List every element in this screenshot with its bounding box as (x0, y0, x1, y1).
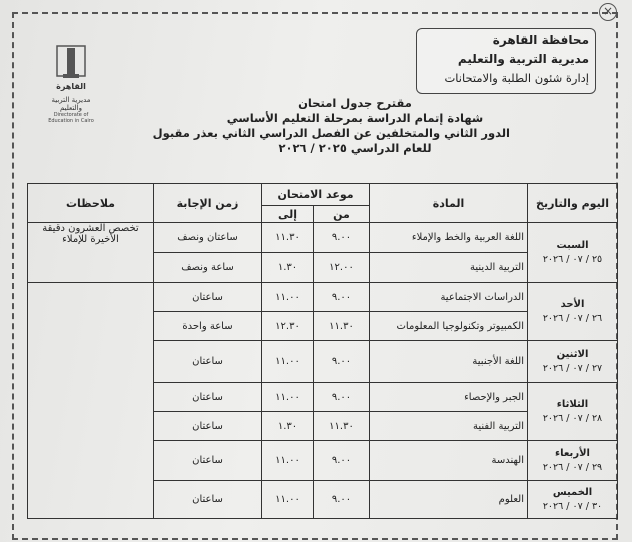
header-department: إدارة شئون الطلبة والامتحانات (444, 71, 589, 85)
logo-caption-ar: مديرية التربية والتعليم (51, 96, 91, 112)
from-cell: ٩.٠٠ (314, 383, 370, 412)
header-to: إلى (262, 206, 314, 223)
day-cell (528, 341, 618, 383)
header-day-date: اليوم والتاريخ (528, 184, 618, 223)
title-line-1: مقترح جدول امتحان (298, 96, 412, 110)
day-cell (528, 283, 618, 341)
day-name: الاثنين (556, 348, 589, 360)
day-date: ٢٨ / ٠٧ / ٢٠٢٦ (542, 412, 603, 424)
day-name: السبت (556, 239, 589, 251)
from-cell: ١١.٣٠ (314, 412, 370, 441)
subject-cell: اللغة الأجنبية (370, 341, 528, 383)
header-exam-time: موعد الامتحان (262, 184, 370, 206)
day-cell (528, 441, 618, 481)
document-titles (152, 96, 510, 156)
day-cell (528, 481, 618, 519)
to-cell: ١١.٠٠ (262, 341, 314, 383)
from-cell: ٩.٠٠ (314, 481, 370, 519)
logo-emblem-icon (51, 44, 91, 92)
duration-cell: ساعتان (154, 341, 262, 383)
duration-cell: ساعتان (154, 412, 262, 441)
subject-cell: الهندسة (370, 441, 528, 481)
day-date: ٢٩ / ٠٧ / ٢٠٢٦ (542, 461, 603, 473)
subject-cell: الكمبيوتر وتكنولوجيا المعلومات (370, 312, 528, 341)
title-line-4: للعام الدراسي ٢٠٢٥ / ٢٠٢٦ (278, 141, 432, 155)
to-cell: ١١.٠٠ (262, 441, 314, 481)
header-subject: المادة (370, 184, 528, 223)
notes-cell-empty (28, 283, 154, 519)
table-row (28, 223, 618, 253)
day-date: ٢٧ / ٠٧ / ٢٠٢٦ (542, 362, 603, 374)
header-directorate: مديرية التربية والتعليم (457, 52, 589, 66)
subject-cell: العلوم (370, 481, 528, 519)
duration-cell: ساعتان (154, 383, 262, 412)
from-cell: ٩.٠٠ (314, 223, 370, 253)
header-box (416, 28, 596, 94)
duration-cell: ساعتان (154, 481, 262, 519)
duration-cell: ساعة ونصف (154, 253, 262, 283)
from-cell: ١١.٣٠ (314, 312, 370, 341)
to-cell: ١٢.٣٠ (262, 312, 314, 341)
directorate-logo (46, 44, 96, 124)
header-notes: ملاحظات (28, 184, 154, 223)
table-row (28, 283, 618, 312)
subject-cell: الجبر والإحصاء (370, 383, 528, 412)
day-name: الخميس (552, 486, 593, 498)
title-line-2: شهادة إتمام الدراسة بمرحلة التعليم الأساسي (226, 111, 484, 125)
subject-cell: اللغة العربية والخط والإملاء (370, 223, 528, 253)
to-cell: ١١.٠٠ (262, 481, 314, 519)
duration-cell: ساعتان (154, 283, 262, 312)
to-cell: ١.٣٠ (262, 253, 314, 283)
header-from: من (314, 206, 370, 223)
from-cell: ٩.٠٠ (314, 441, 370, 481)
header-duration: زمن الإجابة (154, 184, 262, 223)
notes-cell: تخصص العشرون دقيقة الأخيرة للإملاء (28, 223, 154, 283)
day-name: الثلاثاء (556, 398, 589, 410)
svg-text:القاهرة: القاهرة (56, 82, 86, 91)
to-cell: ١١.٠٠ (262, 383, 314, 412)
subject-cell: التربية الدينية (370, 253, 528, 283)
title-line-3: الدور الثاني والمتخلفين عن الفصل الدراسي الثاني بعذر مقبول (152, 126, 510, 140)
to-cell: ١١.٠٠ (262, 283, 314, 312)
duration-cell: ساعتان (154, 441, 262, 481)
from-cell: ٩.٠٠ (314, 283, 370, 312)
day-date: ٣٠ / ٠٧ / ٢٠٢٦ (542, 500, 603, 512)
duration-cell: ساعة واحدة (154, 312, 262, 341)
duration-cell: ساعتان ونصف (154, 223, 262, 253)
day-name: الأربعاء (555, 447, 590, 459)
day-date: ٢٦ / ٠٧ / ٢٠٢٦ (542, 312, 603, 324)
day-date: ٢٥ / ٠٧ / ٢٠٢٦ (542, 253, 603, 265)
subject-cell: التربية الفنية (370, 412, 528, 441)
from-cell: ٩.٠٠ (314, 341, 370, 383)
day-cell (528, 383, 618, 441)
subject-cell: الدراسات الاجتماعية (370, 283, 528, 312)
exam-schedule-table (27, 183, 618, 519)
to-cell: ١.٣٠ (262, 412, 314, 441)
close-icon[interactable]: × (599, 3, 617, 21)
to-cell: ١١.٣٠ (262, 223, 314, 253)
from-cell: ١٢.٠٠ (314, 253, 370, 283)
day-cell (528, 223, 618, 283)
logo-caption-en: Directorate of Education in Cairo (48, 112, 94, 124)
day-name: الأحد (560, 298, 585, 310)
header-governorate: محافظة القاهرة (492, 33, 589, 47)
